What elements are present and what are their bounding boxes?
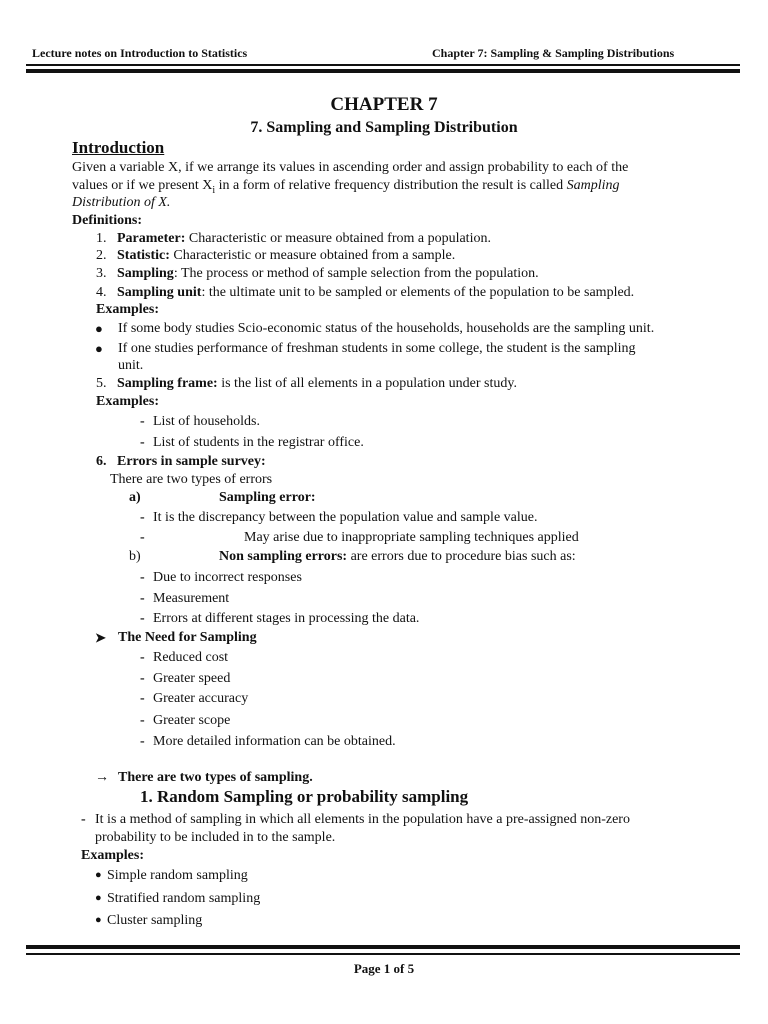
bullet-icon: ● [95, 869, 102, 881]
intro-line-3: Distribution of X. [72, 195, 171, 210]
dash-marker: - [140, 650, 145, 665]
definition-text: Characteristic or measure obtained from a population. [185, 231, 491, 246]
example-item-2: If one studies performance of freshman students in some college, the student is the sampling [118, 341, 636, 356]
sampling-error-item-1: It is the discrepancy between the population value and sample value. [153, 510, 538, 525]
definitions-heading: Definitions: [72, 213, 142, 228]
sub-label-b: b) [129, 549, 141, 564]
dash-marker: - [140, 570, 145, 585]
dash-marker: - [140, 591, 145, 606]
header-rule-thin [26, 64, 740, 66]
intro-line-2-text-b: in a form of relative frequency distribution the result is called [215, 178, 567, 193]
sampling-example-1: Simple random sampling [107, 868, 248, 883]
bullet-icon: ● [95, 892, 102, 904]
definition-term: Statistic: [117, 248, 170, 263]
random-sampling-desc-2: probability to be included in to the sample. [95, 830, 336, 845]
dash-marker: - [140, 691, 145, 706]
item-number: 1. [96, 231, 107, 246]
dash-marker: - [81, 812, 86, 827]
sub-label-a: a) [129, 490, 141, 505]
dash-marker: - [140, 713, 145, 728]
definition-item-6 [96, 453, 266, 470]
example-item-2-cont: unit. [118, 358, 144, 373]
need-for-sampling-heading: The Need for Sampling [118, 630, 257, 645]
chapter-title: CHAPTER 7 [330, 94, 438, 115]
bullet-icon: ● [95, 914, 102, 926]
non-sampling-item-3: Errors at different stages in processing the data. [153, 611, 420, 626]
dash-marker: - [140, 414, 145, 429]
definition-item-4 [96, 284, 634, 301]
dash-marker: - [140, 510, 145, 525]
dash-marker: - [140, 611, 145, 626]
item-number: 3. [96, 266, 107, 281]
examples-heading-1: Examples: [96, 302, 159, 317]
random-sampling-desc-1: It is a method of sampling in which all elements in the population have a pre-assigned non-zero [95, 812, 630, 827]
definition-text: is the list of all elements in a population under study. [217, 376, 517, 391]
footer-rule-thick [26, 945, 740, 949]
need-item-5: More detailed information can be obtained. [153, 734, 396, 749]
non-sampling-text: are errors due to procedure bias such as: [347, 549, 576, 564]
item-number: 6. [96, 454, 107, 469]
random-sampling-heading: 1. Random Sampling or probability sampling [140, 787, 469, 806]
item-number: 5. [96, 376, 107, 391]
dash-marker: - [140, 734, 145, 749]
example2-item-1: List of households. [153, 414, 260, 429]
example-item-1: If some body studies Scio-economic status of the households, households are the sampling unit. [118, 321, 655, 336]
non-sampling-term: Non sampling errors: [219, 549, 348, 564]
definition-term: Sampling unit [117, 285, 202, 300]
definition-text: : The process or method of sample selection from the population. [173, 266, 539, 281]
introduction-heading: Introduction [72, 138, 165, 157]
subscript-i: i [212, 184, 216, 196]
non-sampling-item-1: Due to incorrect responses [153, 570, 302, 585]
definition-item-5 [96, 375, 517, 392]
running-header-right: Chapter 7: Sampling & Sampling Distributions [432, 46, 675, 60]
definition-item-2 [96, 247, 455, 264]
sampling-error-item-2: May arise due to inappropriate sampling techniques applied [244, 530, 579, 545]
item-number: 4. [96, 285, 107, 300]
definition-text: Characteristic or measure obtained from a sample. [169, 248, 456, 263]
sampling-example-3: Cluster sampling [107, 913, 203, 928]
running-header-left: Lecture notes on Introduction to Statistics [32, 46, 248, 60]
definition-term: Sampling [117, 266, 174, 281]
dash-marker: - [140, 435, 145, 450]
definition-term: Sampling frame: [117, 376, 218, 391]
bullet-icon: ● [95, 341, 103, 356]
two-types-errors: There are two types of errors [110, 472, 273, 487]
footer-rule-thin [26, 953, 740, 955]
chapter-subtitle: 7. Sampling and Sampling Distribution [250, 119, 518, 136]
bullet-icon: ● [95, 321, 103, 336]
intro-line-2-text: values or if we present X [72, 178, 213, 193]
example2-item-2: List of students in the registrar office. [153, 435, 364, 450]
intro-line-2-italic: Sampling [566, 178, 620, 193]
header-rule-thick [26, 69, 740, 73]
non-sampling-item-2: Measurement [153, 591, 230, 606]
sampling-error-term: Sampling error: [219, 490, 316, 505]
dash-marker: - [140, 530, 145, 545]
examples-heading-3: Examples: [81, 848, 144, 863]
examples-heading-2: Examples: [96, 394, 159, 409]
item-number: 2. [96, 248, 107, 263]
dash-marker: - [140, 671, 145, 686]
definition-term: Parameter: [117, 231, 186, 246]
need-item-1: Reduced cost [153, 650, 229, 665]
definition-text: : the ultimate unit to be sampled or elements of the population to be sampled. [201, 285, 635, 300]
sampling-example-2: Stratified random sampling [107, 891, 261, 906]
non-sampling-errors [219, 548, 576, 565]
page-number: Page 1 of 5 [353, 961, 415, 976]
definition-item-3 [96, 265, 539, 282]
arrowhead-bullet-icon: ➤ [95, 630, 106, 645]
right-arrow-icon: → [95, 770, 109, 785]
need-item-2: Greater speed [153, 671, 231, 686]
definition-item-1 [96, 230, 491, 247]
need-item-4: Greater scope [153, 713, 231, 728]
intro-line-1: Given a variable X, if we arrange its values in ascending order and assign probability to each of the [72, 160, 629, 175]
definition-term: Errors in sample survey: [117, 454, 266, 469]
types-of-sampling-text: There are two types of sampling. [118, 770, 313, 785]
need-item-3: Greater accuracy [153, 691, 249, 706]
